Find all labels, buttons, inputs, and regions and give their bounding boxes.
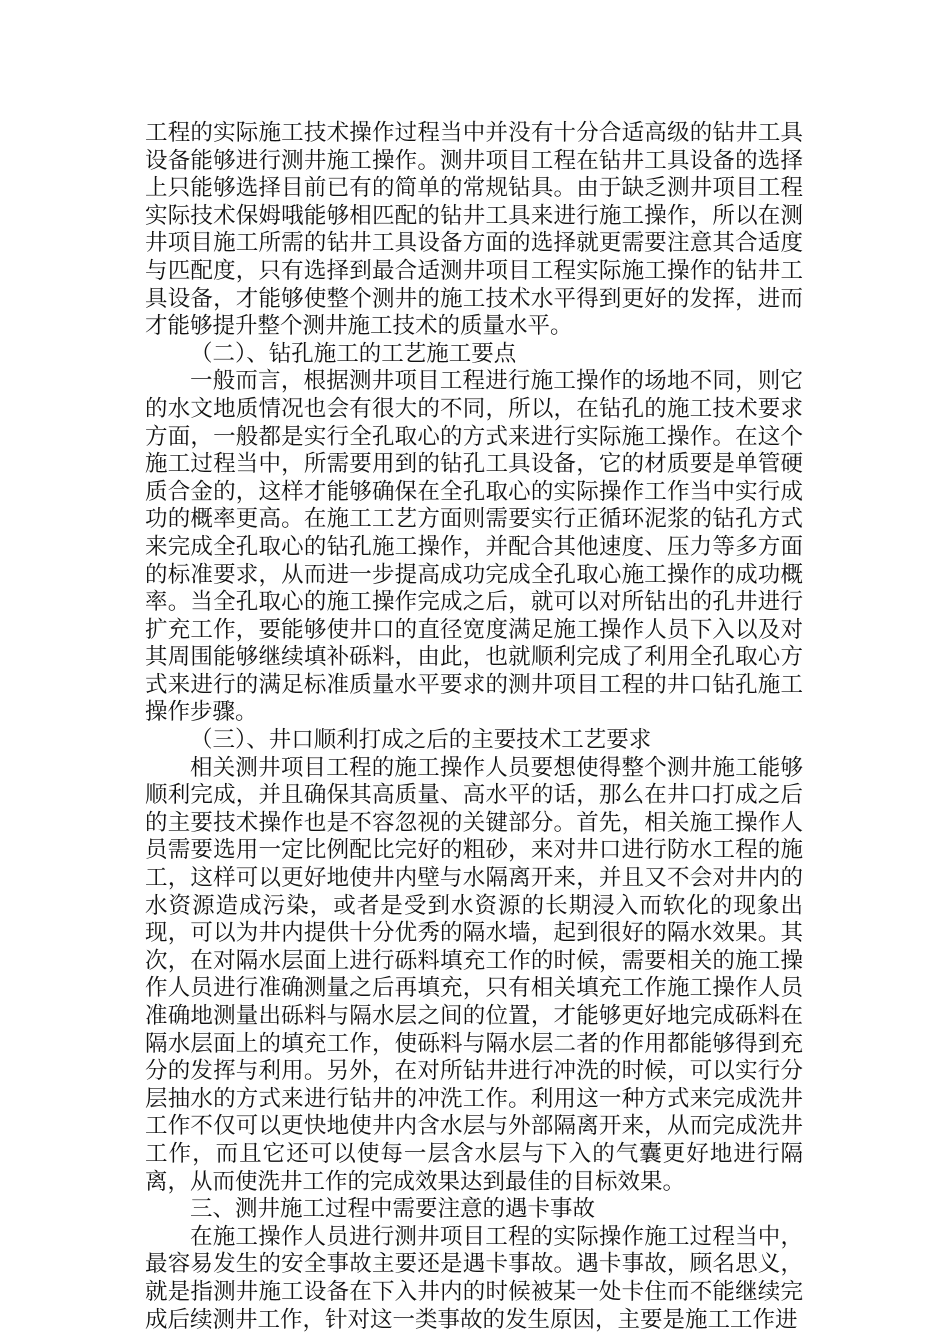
- paragraph-drilling-tools: 工程的实际施工技术操作过程当中并没有十分合适高级的钻井工具设备能够进行测井施工操作。测井项目工程在钻井工具设备的选择上只能够选择目前已有的简单的常规钻具。由于缺乏测井项目工程实际技术保姆哦能够相匹配的钻井工具来进行施工操作，所以在测井项目施工所需的钻井工具设备方面的选择就更需要注意其合适度与匹配度，只有选择到最合适测井项目工程实际施工操作的钻井工具设备，才能够使整个测井的施工技术水平得到更好的发挥，进而才能够提升整个测井施工技术的质量水平。: [145, 120, 803, 340]
- document-page: [145, 120, 803, 1334]
- paragraph-stuck-accident-intro: 在施工操作人员进行测井项目工程的实际操作施工过程当中，最容易发生的安全事故主要还是遇卡事故。遇卡事故，顾名思义，就是指测井施工设备在下入井内的时候被某一处卡住而不能继续完成后续测井工作，针对这一类事故的发生原因，主要是施工工作进: [145, 1223, 803, 1333]
- heading-stuck-accidents: 三、测井施工过程中需要注意的遇卡事故: [190, 1196, 596, 1223]
- paragraph-waterproof-and-gravel: 相关测井项目工程的施工操作人员要想使得整个测井施工能够顺利完成，并且确保其高质量、高水平的话，那么在井口打成之后的主要技术操作也是不容忽视的关键部分。首先，相关施工操作人员需要选用一定比例配比完好的粗砂，来对井口进行防水工程的施工，这样可以更好地使井内壁与水隔离开来，并且又不会对井内的水资源造成污染，或者是受到水资源的长期浸入而软化的现象出现，可以为井内提供十分优秀的隔水墙，起到很好的隔水效果。其次，在对隔水层面上进行砾料填充工作的时候，需要相关的施工操作人员进行准确测量之后再填充，只有相关填充工作施工操作人员准确地测量出砾料与隔水层之间的位置，才能够更好地完成砾料在隔水层面上的填充工作，使砾料与隔水层二者的作用都能够得到充分的发挥与利用。另外，在对所钻井进行冲洗的时候，可以实行分层抽水的方式来进行钻井的冲洗工作。利用这一种方式来完成洗井工作不仅可以更快地使井内含水层与外部隔离开来，从而完成洗井工作，而且它还可以使每一层含水层与下入的气囊更好地进行隔离，从而使洗井工作的完成效果达到最佳的目标效果。: [145, 754, 803, 1195]
- paragraph-full-core-drilling: 一般而言，根据测井项目工程进行施工操作的场地不同，则它的水文地质情况也会有很大的不同，所以，在钻孔的施工技术要求方面，一般都是实行全孔取心的方式来进行实际施工操作。在这个施工过程当中，所需要用到的钻孔工具设备，它的材质要是单管硬质合金的，这样才能够确保在全孔取心的实际操作工作当中实行成功的概率更高。在施工工艺方面则需要实行正循环泥浆的钻孔方式来完成全孔取心的钻孔施工操作，并配合其他速度、压力等多方面的标准要求，从而进一步提高成功完成全孔取心施工操作的成功概率。当全孔取心的施工操作完成之后，就可以对所钻出的孔井进行扩充工作，要能够使井口的直径宽度满足施工操作人员下入以及对其周围能够继续填补砾料，由此，也就顺利完成了利用全孔取心方式来进行的满足标准质量水平要求的测井项目工程的井口钻孔施工操作步骤。: [145, 368, 803, 726]
- heading-drilling-process: （二）、钻孔施工的工艺施工要点: [190, 340, 517, 367]
- heading-post-drilling-requirements: （三）、井口顺利打成之后的主要技术工艺要求: [190, 727, 652, 754]
